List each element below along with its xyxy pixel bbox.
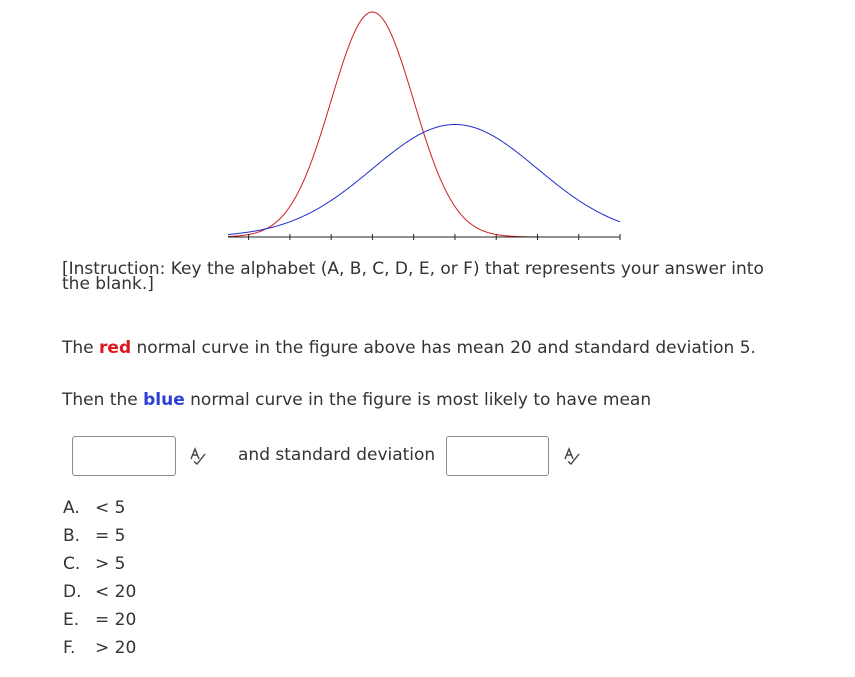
- question-line-1: [62, 338, 756, 358]
- option-letter: E.: [63, 610, 80, 630]
- and-standard-deviation-label: and standard deviation: [238, 445, 436, 465]
- line1-post: normal curve in the figure above has mean 20 and standard deviation 5.: [131, 338, 756, 358]
- curves-group: [228, 12, 620, 237]
- mean-answer-input[interactable]: [72, 436, 176, 476]
- option-c: [63, 554, 136, 582]
- normal-curves-figure: [0, 0, 855, 260]
- question-line-2: [62, 390, 651, 410]
- blue-word: blue: [143, 390, 185, 410]
- sd-answer-input[interactable]: [446, 436, 549, 476]
- option-a: [63, 498, 136, 526]
- answer-options: [63, 498, 136, 666]
- spellcheck-icon[interactable]: [563, 447, 581, 465]
- line2-post: normal curve in the figure is most likely to have mean: [184, 390, 652, 410]
- option-b: [63, 526, 136, 554]
- blue-normal-curve: [228, 125, 620, 235]
- spellcheck-icon[interactable]: [189, 447, 207, 465]
- option-letter: B.: [63, 526, 81, 546]
- line2-pre: Then the: [62, 390, 144, 410]
- option-e: [63, 610, 136, 638]
- option-text: > 20: [95, 638, 137, 658]
- option-f: [63, 638, 136, 666]
- red-normal-curve: [228, 12, 620, 237]
- line1-pre: The: [62, 338, 100, 358]
- option-text: = 20: [95, 610, 137, 630]
- option-text: = 5: [95, 526, 126, 546]
- option-letter: A.: [63, 498, 80, 518]
- red-word: red: [99, 338, 132, 358]
- option-text: < 5: [95, 498, 126, 518]
- instruction-text: [Instruction: Key the alphabet (A, B, C, D, E, or F) that represents your answer into the blank.]: [62, 259, 764, 294]
- option-text: < 20: [95, 582, 137, 602]
- option-d: [63, 582, 136, 610]
- option-letter: F.: [63, 638, 76, 658]
- option-letter: D.: [63, 582, 82, 602]
- option-letter: C.: [63, 554, 81, 574]
- option-text: > 5: [95, 554, 126, 574]
